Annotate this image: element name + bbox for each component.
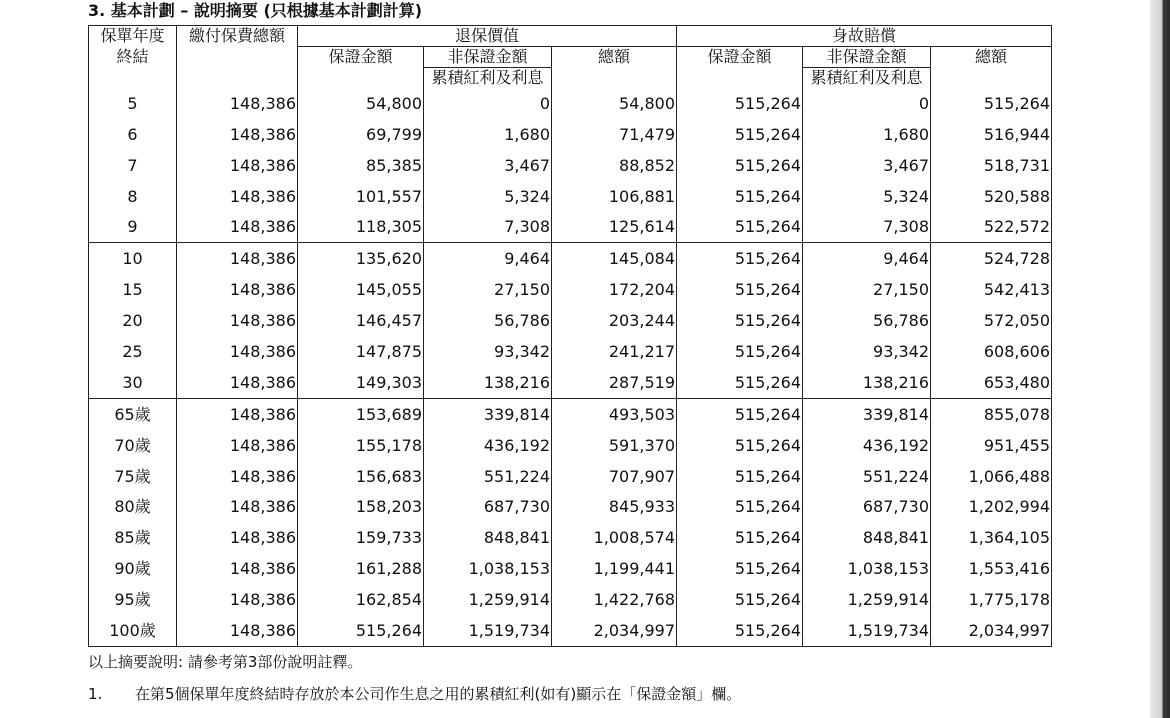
db-guaranteed-cell: 515,264 <box>677 181 803 212</box>
sv-guaranteed-cell: 147,875 <box>298 336 424 367</box>
db-accumulated-dividends-header: 累積紅利及利息 <box>803 68 931 89</box>
sv-total-cell: 203,244 <box>552 305 677 336</box>
table-body <box>89 88 1052 647</box>
db-guaranteed-cell: 515,264 <box>677 274 803 305</box>
premium-paid-cell: 148,386 <box>177 305 298 336</box>
db-total-cell: 518,731 <box>931 150 1052 181</box>
sv-non-guaranteed-cell: 0 <box>424 88 552 119</box>
sv-non-guaranteed-cell: 1,038,153 <box>424 553 552 584</box>
sv-non-guaranteed-cell: 1,259,914 <box>424 584 552 615</box>
table-row <box>89 181 1052 212</box>
sv-guaranteed-cell: 85,385 <box>298 150 424 181</box>
db-guaranteed-cell: 515,264 <box>677 243 803 274</box>
footnote-1-text: 在第5個保單年度終結時存放於本公司作生息之用的累積紅利(如有)顯示在「保證金額」欄。 <box>135 685 742 703</box>
policy-year-cell: 25 <box>89 336 177 367</box>
db-total-cell: 608,606 <box>931 336 1052 367</box>
premium-paid-header: 繳付保費總額 <box>177 26 298 47</box>
sv-non-guaranteed-header: 非保證金額 <box>424 47 552 68</box>
sv-guaranteed-cell: 156,683 <box>298 461 424 492</box>
policy-year-cell: 6 <box>89 119 177 150</box>
db-non-guaranteed-cell: 93,342 <box>803 336 931 367</box>
db-non-guaranteed-cell: 5,324 <box>803 181 931 212</box>
premium-paid-cell: 148,386 <box>177 150 298 181</box>
db-total-cell: 1,553,416 <box>931 553 1052 584</box>
db-non-guaranteed-cell: 848,841 <box>803 522 931 553</box>
sv-total-cell: 125,614 <box>552 212 677 243</box>
premium-paid-cell: 148,386 <box>177 398 298 429</box>
sv-guaranteed-cell: 145,055 <box>298 274 424 305</box>
db-total-cell: 522,572 <box>931 212 1052 243</box>
policy-year-cell: 70歲 <box>89 430 177 461</box>
premium-paid-cell: 148,386 <box>177 274 298 305</box>
db-total-cell: 2,034,997 <box>931 615 1052 646</box>
sv-total-cell: 591,370 <box>552 430 677 461</box>
table-row <box>89 461 1052 492</box>
db-guaranteed-cell: 515,264 <box>677 305 803 336</box>
premium-paid-cell: 148,386 <box>177 615 298 646</box>
sv-total-cell: 707,907 <box>552 461 677 492</box>
sv-non-guaranteed-cell: 138,216 <box>424 367 552 398</box>
db-total-cell: 1,066,488 <box>931 461 1052 492</box>
db-total-cell: 515,264 <box>931 88 1052 119</box>
table-row <box>89 88 1052 119</box>
policy-year-header: 保單年度 <box>89 26 177 47</box>
db-non-guaranteed-cell: 9,464 <box>803 243 931 274</box>
table-row <box>89 212 1052 243</box>
viewer-edge-shadow <box>1150 0 1170 718</box>
db-guaranteed-cell: 515,264 <box>677 367 803 398</box>
db-non-guaranteed-cell: 7,308 <box>803 212 931 243</box>
sv-non-guaranteed-cell: 551,224 <box>424 461 552 492</box>
sv-accumulated-dividends-header: 累積紅利及利息 <box>424 68 552 89</box>
premium-paid-cell: 148,386 <box>177 553 298 584</box>
db-guaranteed-cell: 515,264 <box>677 615 803 646</box>
table-row <box>89 553 1052 584</box>
sv-total-cell: 287,519 <box>552 367 677 398</box>
table-row <box>89 398 1052 429</box>
sv-guaranteed-cell: 101,557 <box>298 181 424 212</box>
policy-year-cell: 65歲 <box>89 398 177 429</box>
db-total-cell: 1,202,994 <box>931 492 1052 523</box>
db-non-guaranteed-cell: 1,259,914 <box>803 584 931 615</box>
db-non-guaranteed-cell: 1,038,153 <box>803 553 931 584</box>
db-non-guaranteed-header: 非保證金額 <box>803 47 931 68</box>
section-title: 3. 基本計劃 – 說明摘要 (只根據基本計劃計算) <box>88 1 423 20</box>
policy-year-cell: 80歲 <box>89 492 177 523</box>
sv-non-guaranteed-cell: 93,342 <box>424 336 552 367</box>
db-total-cell: 653,480 <box>931 367 1052 398</box>
sv-non-guaranteed-cell: 436,192 <box>424 430 552 461</box>
death-benefit-header: 身故賠償 <box>677 26 1052 47</box>
sv-total-cell: 145,084 <box>552 243 677 274</box>
premium-paid-cell: 148,386 <box>177 336 298 367</box>
sv-total-cell: 71,479 <box>552 119 677 150</box>
policy-year-cell: 7 <box>89 150 177 181</box>
db-non-guaranteed-cell: 1,519,734 <box>803 615 931 646</box>
table-row <box>89 430 1052 461</box>
db-guaranteed-cell: 515,264 <box>677 212 803 243</box>
db-guaranteed-header: 保證金額 <box>677 47 803 68</box>
sv-non-guaranteed-cell: 56,786 <box>424 305 552 336</box>
premium-paid-cell: 148,386 <box>177 212 298 243</box>
policy-year-cell: 15 <box>89 274 177 305</box>
db-total-cell: 855,078 <box>931 398 1052 429</box>
table-row <box>89 336 1052 367</box>
premium-paid-cell: 148,386 <box>177 492 298 523</box>
db-guaranteed-cell: 515,264 <box>677 88 803 119</box>
sv-total-cell: 1,422,768 <box>552 584 677 615</box>
db-non-guaranteed-cell: 687,730 <box>803 492 931 523</box>
premium-paid-cell: 148,386 <box>177 430 298 461</box>
sv-non-guaranteed-cell: 5,324 <box>424 181 552 212</box>
db-guaranteed-cell: 515,264 <box>677 119 803 150</box>
sv-non-guaranteed-cell: 27,150 <box>424 274 552 305</box>
summary-note: 以上摘要說明: 請參考第3部份說明註釋。 <box>88 653 363 671</box>
policy-year-cell: 30 <box>89 367 177 398</box>
sv-guaranteed-cell: 155,178 <box>298 430 424 461</box>
table-row <box>89 119 1052 150</box>
db-non-guaranteed-cell: 339,814 <box>803 398 931 429</box>
sv-non-guaranteed-cell: 9,464 <box>424 243 552 274</box>
sv-guaranteed-cell: 159,733 <box>298 522 424 553</box>
premium-paid-cell: 148,386 <box>177 461 298 492</box>
db-non-guaranteed-cell: 3,467 <box>803 150 931 181</box>
db-guaranteed-cell: 515,264 <box>677 584 803 615</box>
table-row <box>89 367 1052 398</box>
table-row <box>89 522 1052 553</box>
sv-non-guaranteed-cell: 848,841 <box>424 522 552 553</box>
sv-total-cell: 2,034,997 <box>552 615 677 646</box>
db-guaranteed-cell: 515,264 <box>677 336 803 367</box>
table-row <box>89 150 1052 181</box>
premium-paid-cell: 148,386 <box>177 181 298 212</box>
db-total-cell: 520,588 <box>931 181 1052 212</box>
premium-paid-cell: 148,386 <box>177 367 298 398</box>
policy-year-cell: 100歲 <box>89 615 177 646</box>
sv-total-header: 總額 <box>552 47 677 68</box>
db-guaranteed-cell: 515,264 <box>677 522 803 553</box>
sv-total-cell: 88,852 <box>552 150 677 181</box>
policy-year-cell: 5 <box>89 88 177 119</box>
policy-year-cell: 9 <box>89 212 177 243</box>
sv-total-cell: 106,881 <box>552 181 677 212</box>
db-total-cell: 1,364,105 <box>931 522 1052 553</box>
table-row <box>89 243 1052 274</box>
db-total-cell: 1,775,178 <box>931 584 1052 615</box>
footnote-1 <box>88 684 741 704</box>
db-non-guaranteed-cell: 1,680 <box>803 119 931 150</box>
premium-paid-cell: 148,386 <box>177 88 298 119</box>
sv-total-cell: 493,503 <box>552 398 677 429</box>
db-non-guaranteed-cell: 27,150 <box>803 274 931 305</box>
footnote-1-number: 1. <box>88 685 103 703</box>
db-non-guaranteed-cell: 138,216 <box>803 367 931 398</box>
sv-guaranteed-cell: 54,800 <box>298 88 424 119</box>
sv-non-guaranteed-cell: 1,519,734 <box>424 615 552 646</box>
table-row <box>89 305 1052 336</box>
sv-guaranteed-cell: 153,689 <box>298 398 424 429</box>
db-guaranteed-cell: 515,264 <box>677 461 803 492</box>
db-total-header: 總額 <box>931 47 1052 68</box>
db-total-cell: 542,413 <box>931 274 1052 305</box>
db-total-cell: 524,728 <box>931 243 1052 274</box>
policy-year-cell: 10 <box>89 243 177 274</box>
sv-guaranteed-cell: 135,620 <box>298 243 424 274</box>
policy-year-cell: 85歲 <box>89 522 177 553</box>
sv-total-cell: 1,199,441 <box>552 553 677 584</box>
sv-non-guaranteed-cell: 3,467 <box>424 150 552 181</box>
benefit-illustration-table <box>88 25 1052 647</box>
premium-paid-cell: 148,386 <box>177 584 298 615</box>
db-total-cell: 572,050 <box>931 305 1052 336</box>
db-non-guaranteed-cell: 436,192 <box>803 430 931 461</box>
policy-year-cell: 20 <box>89 305 177 336</box>
db-non-guaranteed-cell: 0 <box>803 88 931 119</box>
policy-year-cell: 75歲 <box>89 461 177 492</box>
sv-non-guaranteed-cell: 1,680 <box>424 119 552 150</box>
premium-paid-cell: 148,386 <box>177 522 298 553</box>
sv-non-guaranteed-cell: 687,730 <box>424 492 552 523</box>
table-row <box>89 274 1052 305</box>
sv-guaranteed-cell: 149,303 <box>298 367 424 398</box>
surrender-value-header: 退保價值 <box>298 26 677 47</box>
policy-year-cell: 95歲 <box>89 584 177 615</box>
db-guaranteed-cell: 515,264 <box>677 492 803 523</box>
sv-non-guaranteed-cell: 339,814 <box>424 398 552 429</box>
db-guaranteed-cell: 515,264 <box>677 430 803 461</box>
sv-non-guaranteed-cell: 7,308 <box>424 212 552 243</box>
sv-total-cell: 172,204 <box>552 274 677 305</box>
sv-total-cell: 1,008,574 <box>552 522 677 553</box>
sv-total-cell: 241,217 <box>552 336 677 367</box>
table-row <box>89 615 1052 646</box>
sv-guaranteed-cell: 69,799 <box>298 119 424 150</box>
sv-total-cell: 845,933 <box>552 492 677 523</box>
db-guaranteed-cell: 515,264 <box>677 398 803 429</box>
policy-year-header-line2: 終結 <box>89 47 177 68</box>
sv-guaranteed-cell: 162,854 <box>298 584 424 615</box>
policy-year-cell: 8 <box>89 181 177 212</box>
db-guaranteed-cell: 515,264 <box>677 150 803 181</box>
sv-guaranteed-cell: 158,203 <box>298 492 424 523</box>
table-row <box>89 584 1052 615</box>
db-total-cell: 516,944 <box>931 119 1052 150</box>
premium-paid-cell: 148,386 <box>177 119 298 150</box>
db-non-guaranteed-cell: 56,786 <box>803 305 931 336</box>
sv-guaranteed-cell: 161,288 <box>298 553 424 584</box>
db-total-cell: 951,455 <box>931 430 1052 461</box>
sv-guaranteed-header: 保證金額 <box>298 47 424 68</box>
table-row <box>89 492 1052 523</box>
db-non-guaranteed-cell: 551,224 <box>803 461 931 492</box>
policy-year-cell: 90歲 <box>89 553 177 584</box>
sv-guaranteed-cell: 146,457 <box>298 305 424 336</box>
db-guaranteed-cell: 515,264 <box>677 553 803 584</box>
sv-guaranteed-cell: 515,264 <box>298 615 424 646</box>
sv-total-cell: 54,800 <box>552 88 677 119</box>
premium-paid-cell: 148,386 <box>177 243 298 274</box>
sv-guaranteed-cell: 118,305 <box>298 212 424 243</box>
